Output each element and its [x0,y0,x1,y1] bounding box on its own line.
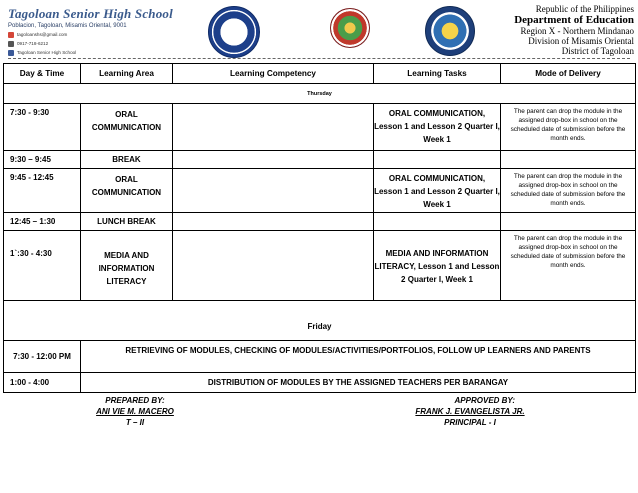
header-row [4,64,636,84]
time-cell: 9:30 – 9:45 [4,151,81,169]
mode-cell: The parent can drop the module in the assigned drop-box in school on the scheduled date of submission before the month ends. [501,169,636,213]
prepared-title: T – II [125,418,145,427]
competency-cell [173,231,374,301]
school-name: Tagoloan Senior High School [8,6,173,21]
col-day-time: Day & Time [4,64,81,84]
competency-cell [173,104,374,151]
task-cell [374,213,501,231]
letterhead [0,0,638,62]
school-address: Poblacion, Tagoloan, Misamis Oriental, 9001 [8,23,127,29]
day-label: Thursday [4,84,636,104]
task-cell: ORAL COMMUNICATION, Lesson 1 and Lesson 2 Quarter I, Week 1 [374,104,501,151]
school-info [8,6,178,56]
learning-area-cell: ORAL COMMUNICATION [81,104,173,151]
col-mode-of-delivery: Mode of Delivery [501,64,636,84]
mode-cell [501,213,636,231]
prepared-label: PREPARED BY: [105,396,165,405]
approved-by-block [405,395,535,428]
contact-email: tagoloanshs@gmail.com [8,31,178,38]
day-row-friday [4,301,636,341]
time-cell: 7:30 - 9:30 [4,104,81,151]
table-row [4,231,636,301]
department-line: Department of Education [514,14,634,26]
table-row [4,104,636,151]
time-cell: 1:00 - 4:00 [4,373,81,393]
prepared-by-block [80,395,190,428]
activity-cell: DISTRIBUTION OF MODULES BY THE ASSIGNED TEACHERS PER BARANGAY [81,373,636,393]
table-row [4,151,636,169]
table-row [4,373,636,393]
deped-info [474,4,634,56]
task-cell: MEDIA AND INFORMATION LITERACY, Lesson 1 and Lesson 2 Quarter I, Week 1 [374,231,501,301]
phone-icon [8,41,14,47]
activity-cell: RETRIEVING OF MODULES, CHECKING OF MODULES/ACTIVITIES/PORTFOLIOS, FOLLOW UP LEARNERS AND PARENTS [81,341,636,373]
competency-cell [173,151,374,169]
schedule-table [3,63,636,393]
competency-cell [173,213,374,231]
competency-cell [173,169,374,213]
district-line: District of Tagoloan [561,46,634,56]
learning-area-cell: BREAK [81,151,173,169]
approved-title: PRINCIPAL - I [444,418,496,427]
header-divider [8,58,630,59]
learning-area-cell: MEDIA AND INFORMATION LITERACY [81,231,173,301]
division-line: Division of Misamis Oriental [528,36,634,46]
time-cell: 12:45 – 1:30 [4,213,81,231]
facebook-icon [8,50,14,56]
mode-cell [501,151,636,169]
prepared-name: ANI VIE M. MACERO [96,407,174,416]
region-line: Region X - Northern Mindanao [520,26,634,36]
day-label: Friday [4,301,636,341]
learning-area-cell: LUNCH BREAK [81,213,173,231]
table-row [4,213,636,231]
day-row-thursday [4,84,636,104]
deped-seal [208,6,260,58]
table-row [4,341,636,373]
task-cell: ORAL COMMUNICATION, Lesson 1 and Lesson 2 Quarter I, Week 1 [374,169,501,213]
col-learning-tasks: Learning Tasks [374,64,501,84]
task-cell [374,151,501,169]
contact-phone: 0917-718-6212 [8,40,178,47]
contact-facebook: Tagoloan Senior High School [8,49,178,56]
republic-line: Republic of the Philippines [535,4,634,14]
col-learning-competency: Learning Competency [173,64,374,84]
mail-icon [8,32,14,38]
mode-cell: The parent can drop the module in the assigned drop-box in school on the scheduled date of submission before the month ends. [501,104,636,151]
district-seal [425,6,475,56]
col-learning-area: Learning Area [81,64,173,84]
table-row [4,169,636,213]
time-cell: 1`:30 - 4:30 [4,231,81,301]
mode-cell: The parent can drop the module in the assigned drop-box in school on the scheduled date of submission before the month ends. [501,231,636,301]
time-cell: 7:30 - 12:00 PM [4,341,81,373]
approved-name: FRANK J. EVANGELISTA JR. [415,407,525,416]
time-cell: 9:45 - 12:45 [4,169,81,213]
school-seal [330,8,370,48]
approved-label: APPROVED BY: [454,396,515,405]
learning-area-cell: ORAL COMMUNICATION [81,169,173,213]
